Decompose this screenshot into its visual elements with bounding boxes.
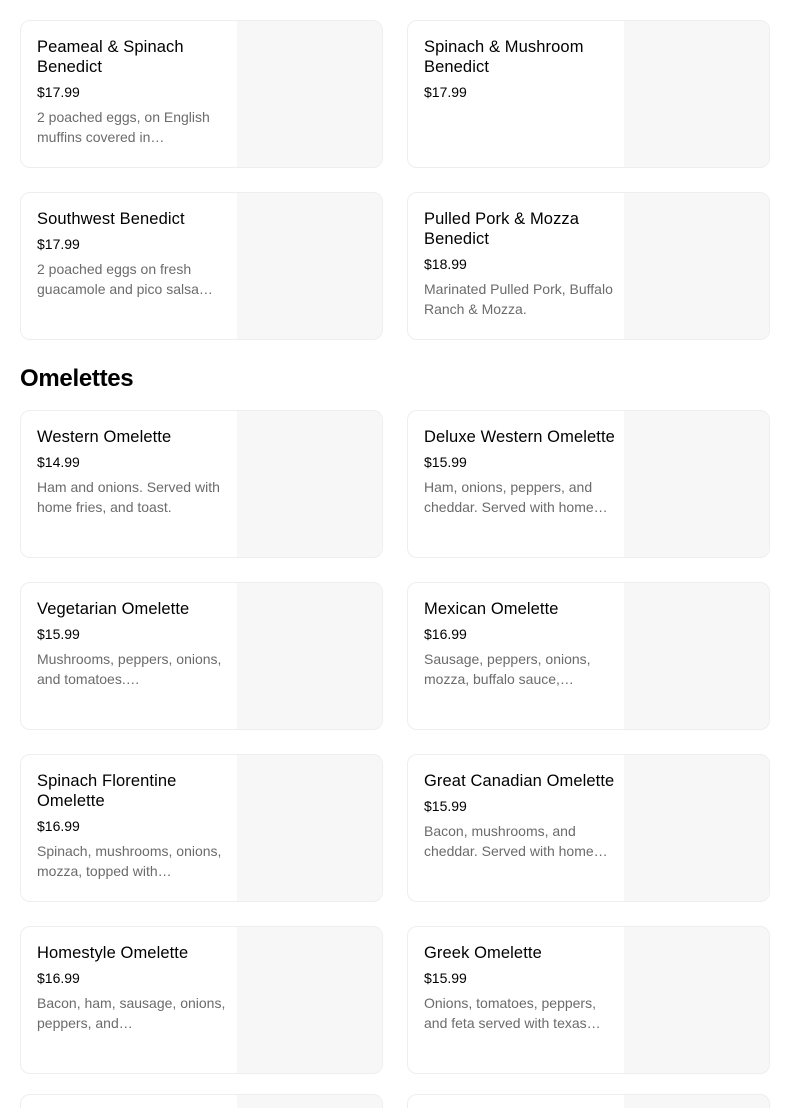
menu-item-name: Greek Omelette (424, 944, 542, 962)
menu-item-price: $17.99 (37, 236, 80, 252)
menu-item-text (21, 411, 237, 557)
menu-item-price: $15.99 (424, 970, 467, 986)
menu-item-text (21, 755, 237, 901)
menu-item-card[interactable] (20, 410, 383, 558)
menu-item-card[interactable] (20, 926, 383, 1074)
menu-item-description: Bacon, mushrooms, and cheddar. Served with home… (424, 823, 608, 859)
menu-item-image-placeholder (624, 411, 769, 557)
menu-item-image-placeholder (237, 1095, 382, 1108)
menu-item-image-placeholder (624, 927, 769, 1073)
section-title-omelettes: Omelettes (20, 365, 134, 392)
menu-item-card[interactable] (407, 582, 770, 730)
menu-item-image-placeholder (237, 583, 382, 729)
menu-item-text (21, 21, 237, 167)
menu-item-price: $15.99 (424, 798, 467, 814)
menu-item-price: $17.99 (424, 84, 467, 100)
menu-item-description: Mushrooms, peppers, onions, and tomatoes.… (37, 651, 222, 687)
menu-item-name: Southwest Benedict (37, 210, 185, 228)
menu-item-name: Mexican Omelette (424, 600, 559, 618)
menu-item-image-placeholder (624, 193, 769, 339)
menu-item-name: Western Omelette (37, 428, 172, 446)
menu-item-name: Vegetarian Omelette (37, 600, 190, 618)
menu-item-card[interactable] (407, 754, 770, 902)
menu-item-card[interactable] (407, 410, 770, 558)
menu-item-image-placeholder (237, 755, 382, 901)
menu-item-card[interactable] (407, 926, 770, 1074)
menu-item-card[interactable] (407, 192, 770, 340)
omelettes-next-row-partial (20, 1094, 770, 1108)
menu-item-text (21, 1095, 237, 1108)
menu-item-price: $17.99 (37, 84, 80, 100)
menu-item-description: Marinated Pulled Pork, Buffalo Ranch & Mozza. (424, 281, 613, 317)
menu-item-card[interactable] (20, 754, 383, 902)
menu-item-card[interactable] (20, 582, 383, 730)
menu-item-price: $16.99 (37, 970, 80, 986)
menu-item-card[interactable] (20, 20, 383, 168)
menu-item-text (408, 755, 624, 901)
menu-item-text (408, 21, 624, 167)
menu-item-text (408, 927, 624, 1073)
menu-item-name: Great Canadian Omelette (424, 772, 615, 790)
menu-item-image-placeholder (624, 755, 769, 901)
menu-item-price: $16.99 (37, 818, 80, 834)
menu-item-image-placeholder (237, 411, 382, 557)
menu-item-card[interactable] (20, 192, 383, 340)
menu-item-price: $16.99 (424, 626, 467, 642)
menu-item-image-placeholder (237, 21, 382, 167)
menu-item-description: Onions, tomatoes, peppers, and feta served with texas… (424, 995, 601, 1031)
menu-item-name: Homestyle Omelette (37, 944, 189, 962)
menu-item-description: Ham and onions. Served with home fries, and toast. (37, 479, 220, 515)
menu-item-image-placeholder (237, 193, 382, 339)
menu-item-price: $15.99 (424, 454, 467, 470)
menu-item-card[interactable] (407, 1094, 770, 1108)
menu-item-description: 2 poached eggs on fresh guacamole and pico salsa… (37, 261, 213, 297)
menu-item-name: Peameal & Spinach Benedict (37, 38, 184, 76)
omelettes-grid (20, 410, 770, 1074)
menu-item-text (408, 583, 624, 729)
menu-item-card[interactable] (20, 1094, 383, 1108)
menu-item-name: Pulled Pork & Mozza Benedict (424, 210, 580, 248)
menu-item-name: Deluxe Western Omelette (424, 428, 615, 446)
menu-item-description: 2 poached eggs, on English muffins covered in… (37, 109, 210, 145)
menu-item-price: $18.99 (424, 256, 467, 272)
menu-item-image-placeholder (624, 1095, 769, 1108)
menu-item-description: Spinach, mushrooms, onions, mozza, topped with… (37, 843, 222, 879)
menu-item-image-placeholder (624, 21, 769, 167)
menu-item-name: Spinach Florentine Omelette (37, 772, 177, 810)
menu-item-text (21, 583, 237, 729)
menu-item-image-placeholder (237, 927, 382, 1073)
menu-item-description: Bacon, ham, sausage, onions, peppers, and… (37, 995, 226, 1031)
menu-item-description: Ham, onions, peppers, and cheddar. Served with home… (424, 479, 608, 515)
menu-item-text (21, 927, 237, 1073)
menu-item-text (21, 193, 237, 339)
menu-item-text (408, 1095, 624, 1108)
menu-item-price: $14.99 (37, 454, 80, 470)
menu-item-card[interactable] (407, 20, 770, 168)
menu-item-text (408, 411, 624, 557)
menu-item-name: Spinach & Mushroom Benedict (424, 38, 584, 76)
benedicts-grid (20, 20, 770, 340)
menu-item-text (408, 193, 624, 339)
menu-item-price: $15.99 (37, 626, 80, 642)
menu-item-description: Sausage, peppers, onions, mozza, buffalo sauce,… (424, 651, 591, 687)
menu-item-image-placeholder (624, 583, 769, 729)
